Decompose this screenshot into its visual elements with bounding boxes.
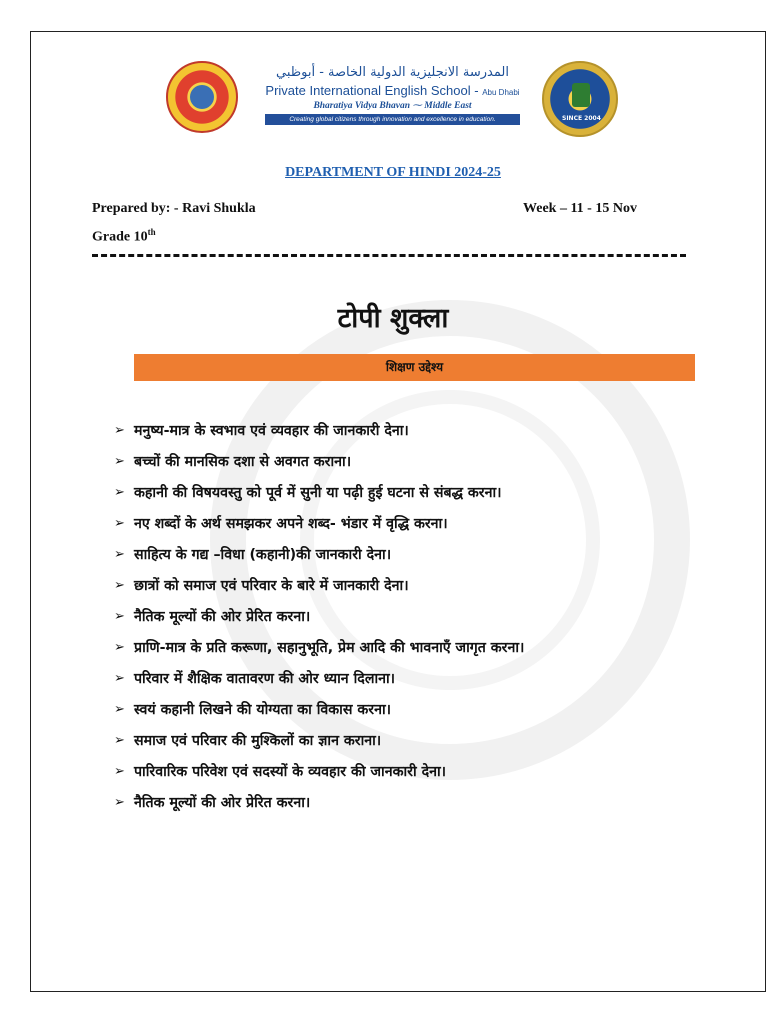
bullet-arrow-icon: ➢ [114, 547, 125, 562]
objective-text: नैतिक मूल्यों की ओर प्रेरित करना। [134, 795, 311, 811]
bullet-arrow-icon: ➢ [114, 516, 125, 531]
list-item [114, 513, 674, 544]
objective-text: नए शब्दों के अर्थ समझकर अपने शब्द- भंडार में वृद्धि करना। [134, 516, 448, 532]
school-header [150, 55, 630, 150]
objective-text: नैतिक मूल्यों की ओर प्रेरित करना। [134, 609, 311, 625]
separator-line [92, 254, 686, 257]
affiliation-sub: Middle East [424, 101, 472, 111]
school-logo-right [542, 61, 618, 137]
list-item [114, 482, 674, 513]
objective-text: साहित्य के गद्य –विधा (कहानी)की जानकारी देना। [134, 547, 392, 563]
bullet-arrow-icon: ➢ [114, 733, 125, 748]
list-item [114, 420, 674, 451]
objective-text: कहानी की विषयवस्तु को पूर्व में सुनी या पढ़ी हुई घटना से संबद्ध करना। [134, 485, 502, 501]
school-name-text: Private International English School - [265, 83, 479, 98]
page-title: टोपी शुक्ला [337, 303, 449, 334]
school-name [260, 83, 525, 98]
objective-text: मनुष्य-मात्र के स्वभाव एवं व्यवहार की जानकारी देना। [134, 423, 409, 439]
list-item [114, 451, 674, 482]
objectives-list [114, 420, 674, 823]
list-item [114, 792, 674, 823]
grade [92, 227, 156, 246]
objective-text: छात्रों को समाज एवं परिवार के बारे में जानकारी देना। [134, 578, 409, 594]
bullet-arrow-icon: ➢ [114, 485, 125, 500]
school-logo-left [166, 61, 238, 133]
prepared-by: Prepared by: - Ravi Shukla [92, 201, 256, 216]
week-range: Week – 11 - 15 Nov [523, 201, 637, 216]
school-name-arabic: المدرسة الانجليزية الدولية الخاصة - أبوظبي [276, 65, 509, 80]
objective-text: प्राणि-मात्र के प्रति करूणा, सहानुभूति, प्रेम आदि की भावनाएँ जागृत करना। [134, 640, 525, 656]
bullet-arrow-icon: ➢ [114, 578, 125, 593]
affiliation-name: Bharatiya Vidya Bhavan [313, 101, 411, 111]
bullet-arrow-icon: ➢ [114, 609, 125, 624]
objective-text: समाज एवं परिवार की मुश्किलों का ज्ञान कराना। [134, 733, 382, 749]
department-title: DEPARTMENT OF HINDI 2024-25 [285, 165, 501, 180]
list-item [114, 606, 674, 637]
objective-text: बच्चों की मानसिक दशा से अवगत कराना। [134, 454, 352, 470]
list-item [114, 637, 674, 668]
bullet-arrow-icon: ➢ [114, 454, 125, 469]
school-city: Abu Dhabi [482, 88, 520, 97]
bullet-arrow-icon: ➢ [114, 640, 125, 655]
bullet-arrow-icon: ➢ [114, 671, 125, 686]
school-tagline: Creating global citizens through innovation and excellence in education. [265, 114, 520, 125]
list-item [114, 761, 674, 792]
list-item [114, 699, 674, 730]
objectives-heading: शिक्षण उद्देश्य [134, 354, 695, 381]
logo-since-text: SINCE 2004 [562, 115, 601, 122]
bullet-arrow-icon: ➢ [114, 423, 125, 438]
grade-text: Grade 10 [92, 229, 148, 245]
school-title-block [260, 65, 525, 125]
grade-suffix: th [147, 227, 156, 237]
affiliation: Bharatiya Vidya Bhavan ⁓ Middle East [313, 101, 472, 111]
objective-text: स्वयं कहानी लिखने की योग्यता का विकास करना। [134, 702, 392, 718]
list-item [114, 730, 674, 761]
bullet-arrow-icon: ➢ [114, 795, 125, 810]
list-item [114, 575, 674, 606]
list-item [114, 668, 674, 699]
list-item [114, 544, 674, 575]
bullet-arrow-icon: ➢ [114, 702, 125, 717]
objective-text: परिवार में शैक्षिक वातावरण की ओर ध्यान दिलाना। [134, 671, 396, 687]
objective-text: पारिवारिक परिवेश एवं सदस्यों के व्यवहार की जानकारी देना। [134, 764, 447, 780]
bullet-arrow-icon: ➢ [114, 764, 125, 779]
